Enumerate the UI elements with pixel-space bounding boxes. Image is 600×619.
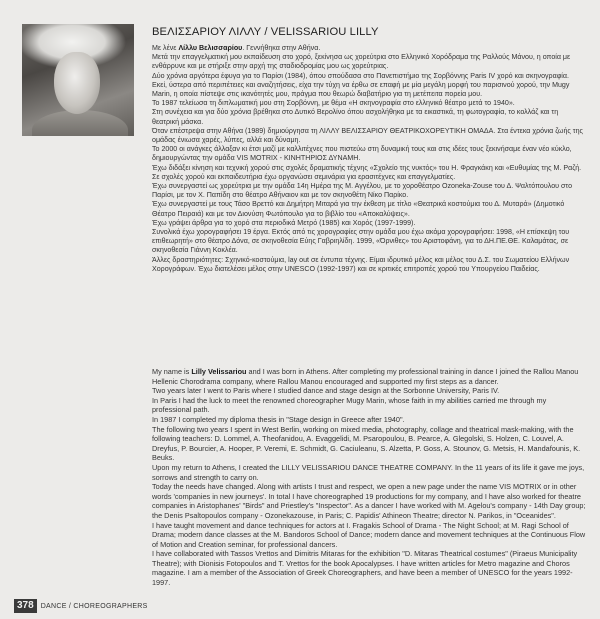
greek-intro-name: Λίλλυ Βελισσαρίου — [178, 44, 243, 52]
page-footer — [14, 599, 148, 613]
english-paragraph: The following two years I spent in West Berlin, working on mixed media, photography, collage and theatrical mask-making, with the following teachers: D. Lommel, A. Theofanidou, A. Evaggelidi, M. Psaropoulou, B. Pearce, A. Glegolski, S. Holzen, C. Louvel, A. Dreyfus, P. Bourcier, A. Hooper, P. Veremi, E. Schmidt, G. Caciuleanu, S. Alzetta, P. Goss, A. Stounov, G. Metsis, H. Mandafounis, K. Beuks. — [152, 424, 581, 463]
english-intro-name: Lilly Velissariou — [191, 367, 247, 376]
greek-paragraph: Το 1987 τελείωσα τη διπλωματική μου στη Σορβόννη, με θέμα «Η σκηνογραφία στο ελληνικό θέατρο μετά το 1940». — [152, 99, 515, 108]
greek-paragraph: Εκεί, ύστερα από περιπέτειες και αναζητήσεις, είχα την τύχη να έρθω σε επαφή με μία μεγάλη μορφή του παρισινού χορού, την Mugy Marin, η οποία πίστεψε στις ικανότητές μου, πράγμα που θεωρώ διαβατήριο για τη μετέπειτα πορεία μου. — [152, 80, 570, 99]
greek-intro-suffix: . Γεννήθηκα στην Αθήνα. — [242, 44, 321, 52]
greek-biography — [152, 44, 586, 274]
section-label: DANCE / CHOREOGRAPHERS — [40, 602, 148, 610]
greek-paragraph: Έχω συνεργαστεί με τους Τάσο Βρεττό και Δημήτρη Μιταρά για την έκθεση με τίτλο «Θεατρικά κοστούμια του Δ. Μυταρά» (Δημοτικό Θέατρο Πειραιά) και με τον Διονύση Φωτόπουλο για το βιβλίο του «Αποκαλύψεις». — [152, 200, 565, 218]
greek-paragraph: Μετά την επαγγελματική μου εκπαίδευση στο χορό, ξεκίνησα ως χορεύτρια στο Ελληνικό Χορόδραμα της Ραλλούς Μάνου, η οποία με ενθάρρυνε και με στήριξε στην αρχή της σταδιοδρομίας μου ως χορεύτριας. — [152, 53, 571, 71]
english-paragraph: Today the needs have changed. Along with artists I trust and respect, we open a new page under the name VIS MOTRIX or in other words 'companies in new journeys'. In total I have choreographed 19 productions for my company, and I have also worked for theatre companies in Aristophanes' "Birds" and Priestley's "Inspector". As a dancer I have worked with M. Agelou's company - 14th Day group; the Denis Psaltopoulos company - Ozonekazouse, in Paris; C. Papidis' Athineon Theatre; director N. Parikos, in "Oceanides". — [152, 482, 586, 520]
english-intro-prefix: My name is — [152, 367, 192, 376]
greek-paragraph: Έχω διδάξει κίνηση και τεχνική χορού στις σχολές δραματικής τέχνης «Σχολείο της νυκτός» του Η. Φραγκάκη και «Ευθυμίας της Μ. Ραζή. Σε σχολές χορού και εκπαιδευτήρια έχω οργανώσει σεμινάρια για ερασιτέχνες και επαγγελματίες. — [152, 163, 582, 181]
portrait-photo — [22, 24, 134, 136]
page-title: ΒΕΛΙΣΣΑΡΙΟΥ ΛΙΛΛΥ / VELISSARIOU LILLY — [152, 26, 379, 38]
english-biography — [152, 367, 586, 588]
english-paragraph: Two years later I went to Paris where I studied dance and stage design at the Sorbonne University, Paris IV. — [152, 386, 500, 396]
english-intro — [152, 367, 586, 386]
greek-paragraph: Συνολικά έχω χορογραφήσει 19 έργα. Εκτός από τις χορογραφίες στην ομάδα μου έχω ακόμα χορογραφήσει: 1998, «Η επίσκεψη του επιθεωρητή» στο θέατρο Δόνα, σε σκηνοθεσία Εύης Γαβριηλίδη. 1999, «Όρνιθες» του Αριστοφάνη, για το ΔΗ.ΠΕ.ΘΕ. Καλαμάτας, σε σκηνοθεσία Γιάννη Κοκλέα. — [152, 228, 570, 255]
greek-paragraph: Δύο χρόνια αργότερα έφυγα για το Παρίσι (1984), όπου σπούδασα στο Πανεπιστήμιο της Σορβόννης Paris IV χορό και σκηνογραφία. — [152, 71, 569, 80]
greek-paragraph: Έχω γράψει άρθρα για το χορό στα περιοδικά Μετρό (1985) και Χορός (1997-1999). — [152, 218, 416, 227]
greek-paragraph: Έχω συνεργαστεί ως χορεύτρια με την ομάδα 14η Ημέρα της Μ. Αγγέλου, με το χοροθέατρο Ozoneka-Zouse του Δ. Ψαλτόπουλου στο Παρίσι, με τον Χ. Παπίδη στο θέατρο Αθήναιον και με τον σκηνοθέτη Νίκο Παρίκο. — [152, 182, 573, 200]
greek-paragraph: Στη συνέχεια και για δύο χρόνια βρέθηκα στο Δυτικό Βερολίνο όπου ασχολήθηκα με τα εικαστικά, τη φωτογραφία, το κολλάζ και τη θεατρική μάσκα. — [152, 108, 559, 126]
greek-paragraph: Όταν επέστρεψα στην Αθήνα (1989) δημιούργησα τη ΛΙΛΛΥ ΒΕΛΙΣΣΑΡΙΟΥ ΘΕΑΤΡΙΚΟΧΟΡΕΥΤΙΚΗ ΟΜΑΔΑ. Στα έντεκα χρόνια ζωής της ομάδας ένιωσα χαρές, λύπες, αλλά και δύναμη. — [152, 126, 583, 145]
photo-shoulders — [32, 110, 128, 136]
english-paragraph: Upon my return to Athens, I created the LILLY VELISSARIOU DANCE THEATRE COMPANY. In the 11 years of its life it gave me joys, sorrows and strength to carry on. — [152, 462, 585, 482]
greek-intro — [152, 44, 586, 53]
page-number: 378 — [14, 599, 37, 613]
english-paragraph: I have collaborated with Tassos Vrettos and Dimitris Mitaras for the exhibition "D. Mitaras Theatrical costumes" (Piraeus Municipality Theatre); with Dionisis Fotopoulos and T. Vrettos for the book Apocalypses. I have written articles for Metro magazine and Choros magazine. I am a member of the Association of Greek Choreographers, and have been a member of UNESCO for the years 1992-1997. — [152, 549, 578, 588]
english-paragraph: In Paris I had the luck to meet the renowned choreographer Mugy Marin, whose faith in my abilities carried me through my professional path. — [152, 395, 547, 415]
photo-face — [54, 52, 100, 114]
english-paragraph: In 1987 I completed my diploma thesis in "Stage design in Greece after 1940". — [152, 414, 405, 424]
greek-intro-prefix: Με λένε — [152, 44, 179, 52]
english-paragraph: I have taught movement and dance techniques for actors at I. Fragakis School of Drama - The Night School; at M. Ragi School of Drama; modern dance classes at the M. Bandoros School of Dance; modern dance and movement techniques at the Continuous Flow of Motion and Creation seminar, for professional dancers. — [152, 520, 586, 549]
greek-paragraph: Το 2000 οι ανάγκες άλλαξαν κι έτσι μαζί με καλλιτέχνες που πιστεύω στη δυναμική τους και στις ιδέες τους ξεκινήσαμε έναν νέο κύκλο, δημιουργώντας την ομάδα VIS MOTRIX - ΚΙΝΗΤΗΡΙΟΣ ΔΥΝΑΜΗ. — [152, 145, 572, 163]
greek-paragraph: Άλλες δραστηριότητες: Σχηνικό-κοστούμια, lay out σε έντυπα τέχνης. Είμαι ιδρυτικό μέλος και μέλος του Δ.Σ. του Σωματείου Ελλήνων Χορογράφων. Έχω διατελέσει μέλος στην UNESCO (1992-1997) και σε κριτικές επιτροπές χορού του Υπουργείου Παιδείας. — [152, 255, 570, 273]
english-intro-suffix: and I was born in Athens. After completing my professional training in dance I joined the Rallou Manou Hellenic Chorodrama company, where Rallou Manou encouraged and supported my first steps as a dancer. — [152, 367, 579, 386]
